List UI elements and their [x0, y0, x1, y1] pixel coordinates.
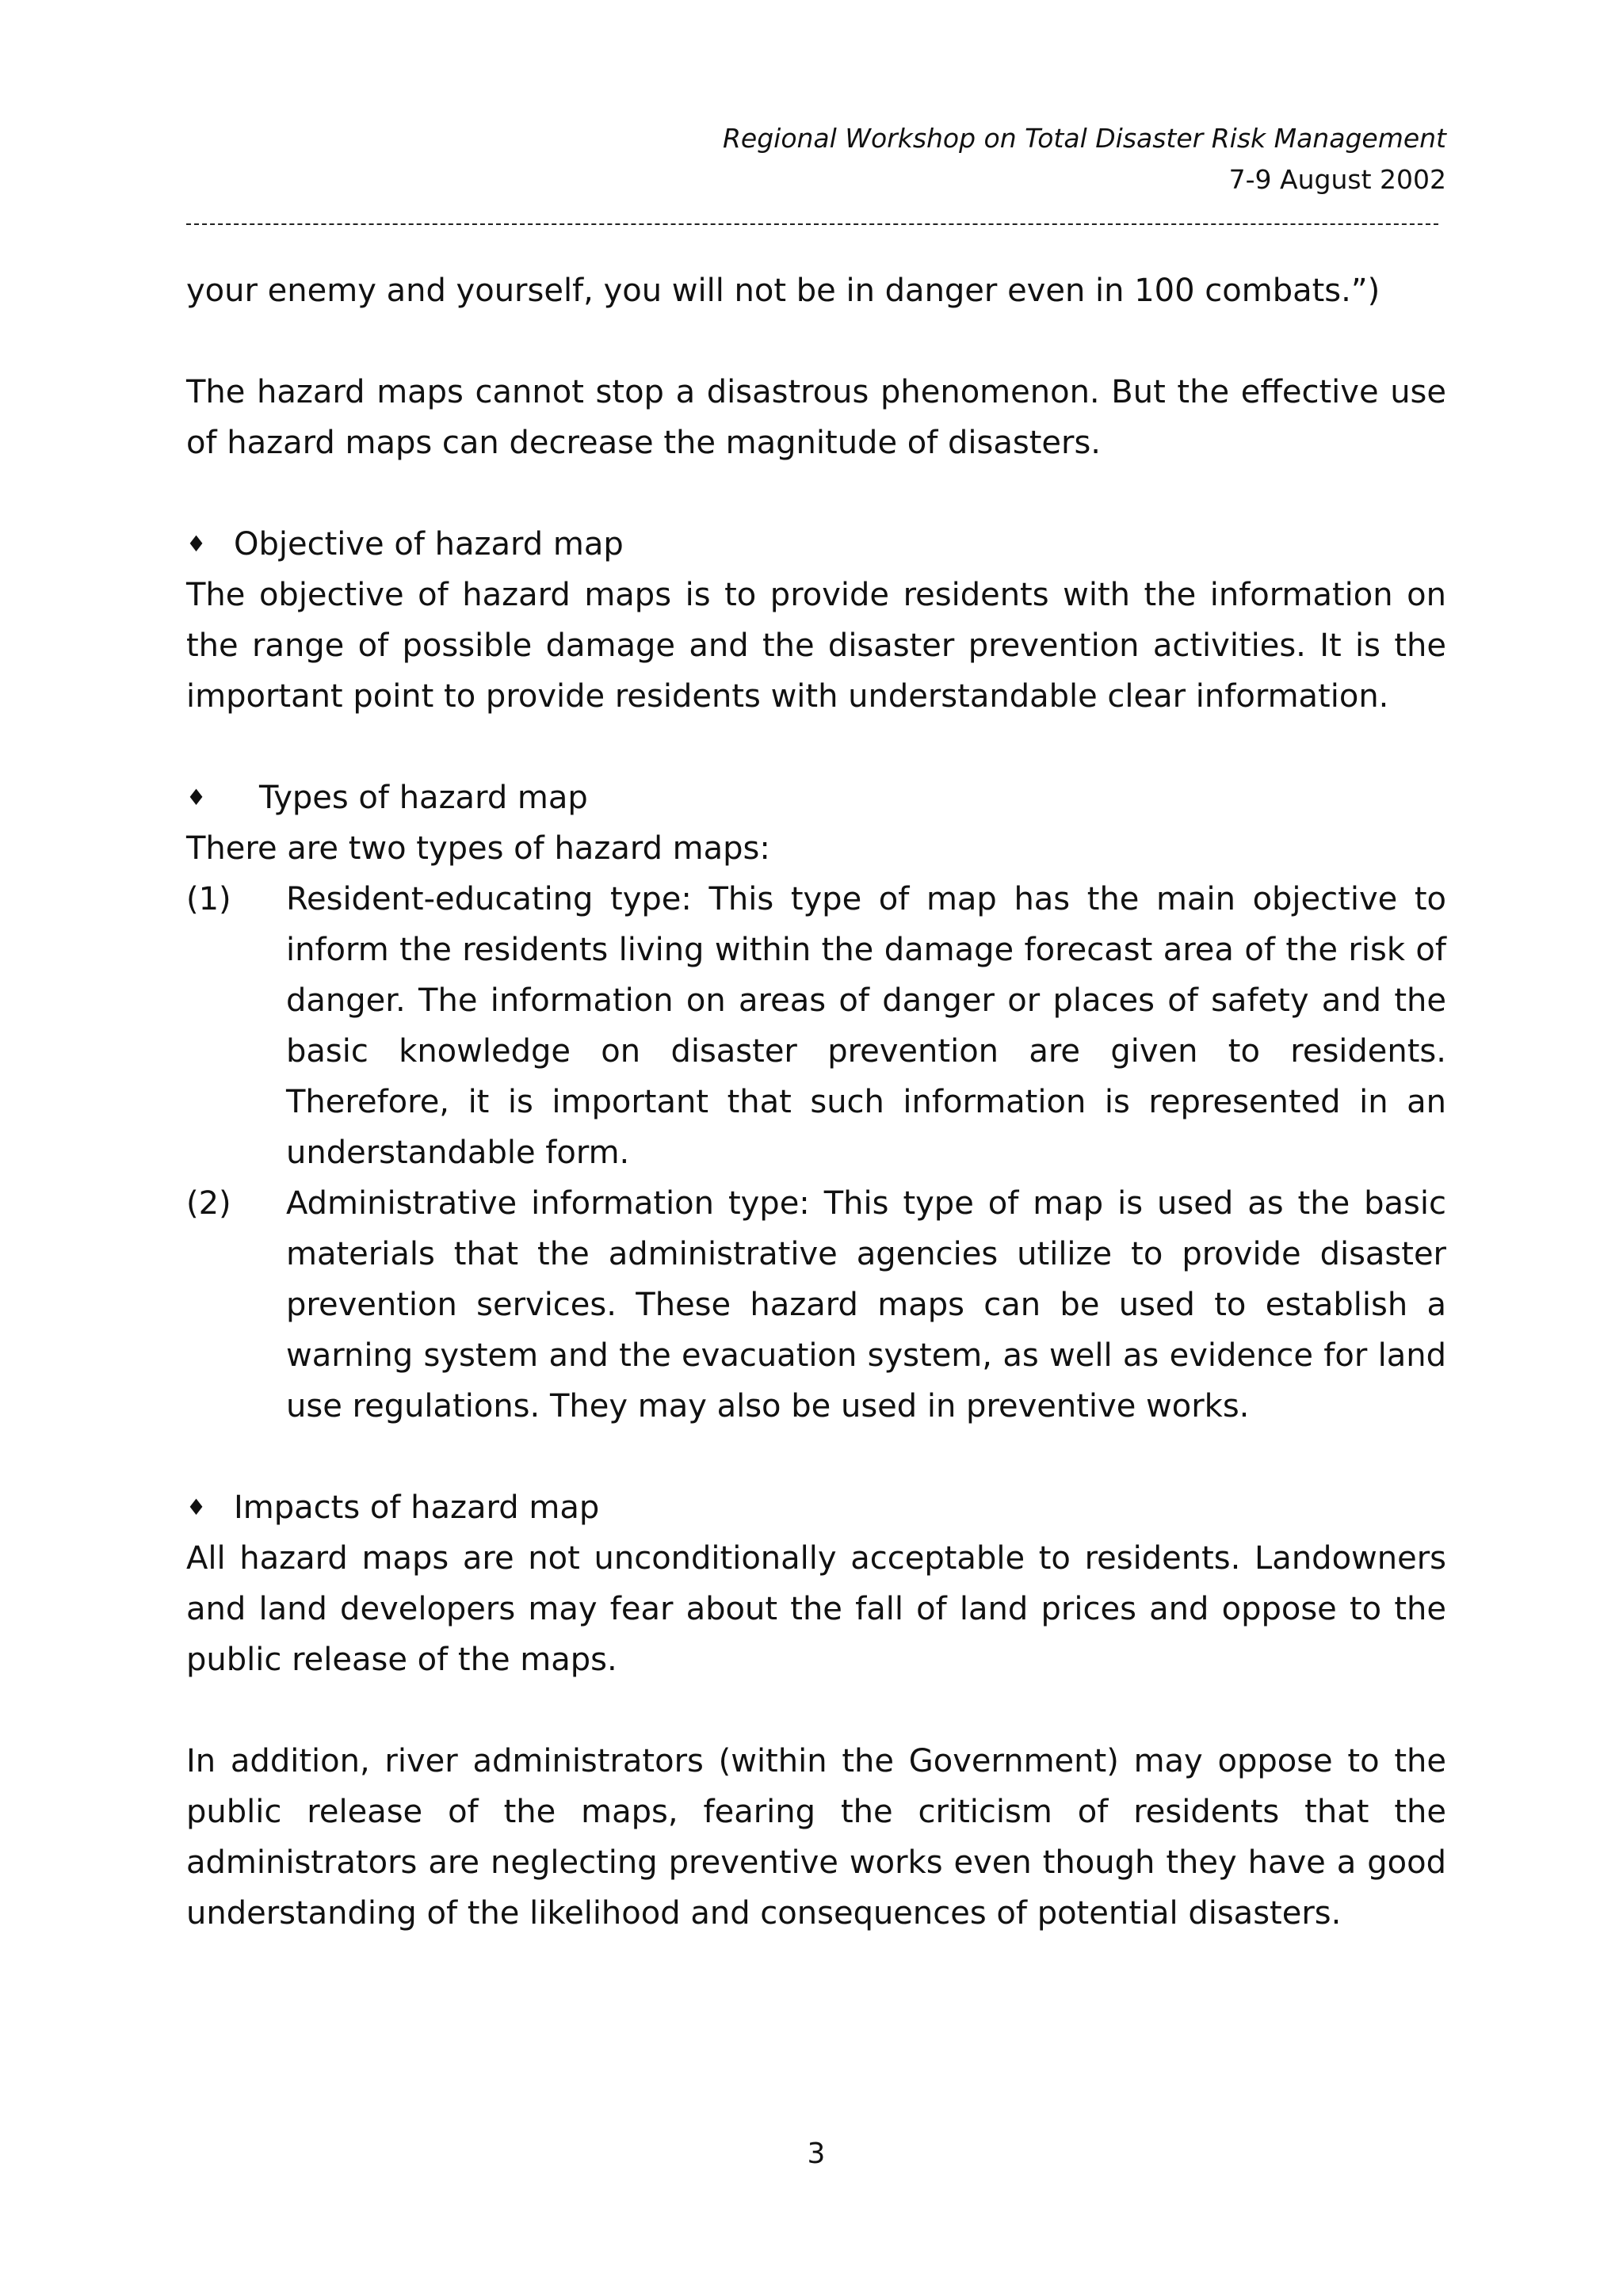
list-item-text: Administrative information type: This type of map is used as the basic materials that the administrative agencies utilize to provide disaster prevention services. These hazard maps can be used to establish a warning system and the evacuation system, as well as evidence for land use regulations. They may also be used in preventive works.: [286, 1185, 1446, 1425]
section-heading-types: [186, 772, 1446, 823]
paragraph-gap: [186, 1685, 1446, 1736]
document-body: [186, 265, 1446, 1939]
header-title: Regional Workshop on Total Disaster Risk Management: [722, 123, 1446, 154]
section-heading-text: Types of hazard map: [259, 780, 588, 816]
diamond-bullet-icon: ♦: [186, 784, 207, 810]
list-item: [186, 1178, 1446, 1432]
paragraph-gap: [186, 1432, 1446, 1482]
continuation-text: your enemy and yourself, you will not be in danger even in 100 combats.”): [186, 273, 1381, 309]
paragraph-gap: [186, 468, 1446, 519]
page-number: 3: [807, 2138, 826, 2170]
paragraph-gap: [186, 316, 1446, 367]
impacts-paragraph-1: All hazard maps are not unconditionally acceptable to residents. Landowners and land developers may fear about the fall of land prices and oppose to the public release of the maps.: [186, 1540, 1446, 1678]
section-heading-text: Objective of hazard map: [234, 526, 624, 563]
list-item-number: (1): [186, 881, 231, 917]
intro-paragraph: The hazard maps cannot stop a disastrous phenomenon. But the effective use of hazard maps can decrease the magnitude of disasters.: [186, 374, 1446, 461]
list-item-number: (2): [186, 1185, 231, 1222]
list-item: [186, 874, 1446, 1178]
diamond-bullet-icon: ♦: [186, 531, 207, 557]
impacts-paragraph-2: In addition, river administrators (within the Government) may oppose to the public release of the maps, fearing the criticism of residents that the administrators are neglecting preventive works even though they have a good understanding of the likelihood and consequences of potential disasters.: [186, 1743, 1446, 1932]
diamond-bullet-icon: ♦: [186, 1494, 207, 1520]
objective-paragraph: The objective of hazard maps is to provide residents with the information on the range of possible damage and the disaster prevention activities. It is the important point to provide residents with understandable clear information.: [186, 577, 1446, 715]
types-intro: There are two types of hazard maps:: [186, 830, 770, 867]
list-item-text: Resident-educating type: This type of map has the main objective to inform the residents living within the damage forecast area of the risk of danger. The information on areas of danger or places of safety and the basic knowledge on disaster prevention are given to residents. Therefore, it is important that such information is represented in an understandable form.: [286, 881, 1446, 1171]
header-date: 7-9 August 2002: [1228, 164, 1446, 195]
section-heading-objective: [186, 519, 1446, 570]
paragraph-gap: [186, 722, 1446, 772]
section-heading-text: Impacts of hazard map: [234, 1489, 600, 1526]
section-heading-impacts: [186, 1482, 1446, 1533]
header-divider: [186, 223, 1438, 225]
